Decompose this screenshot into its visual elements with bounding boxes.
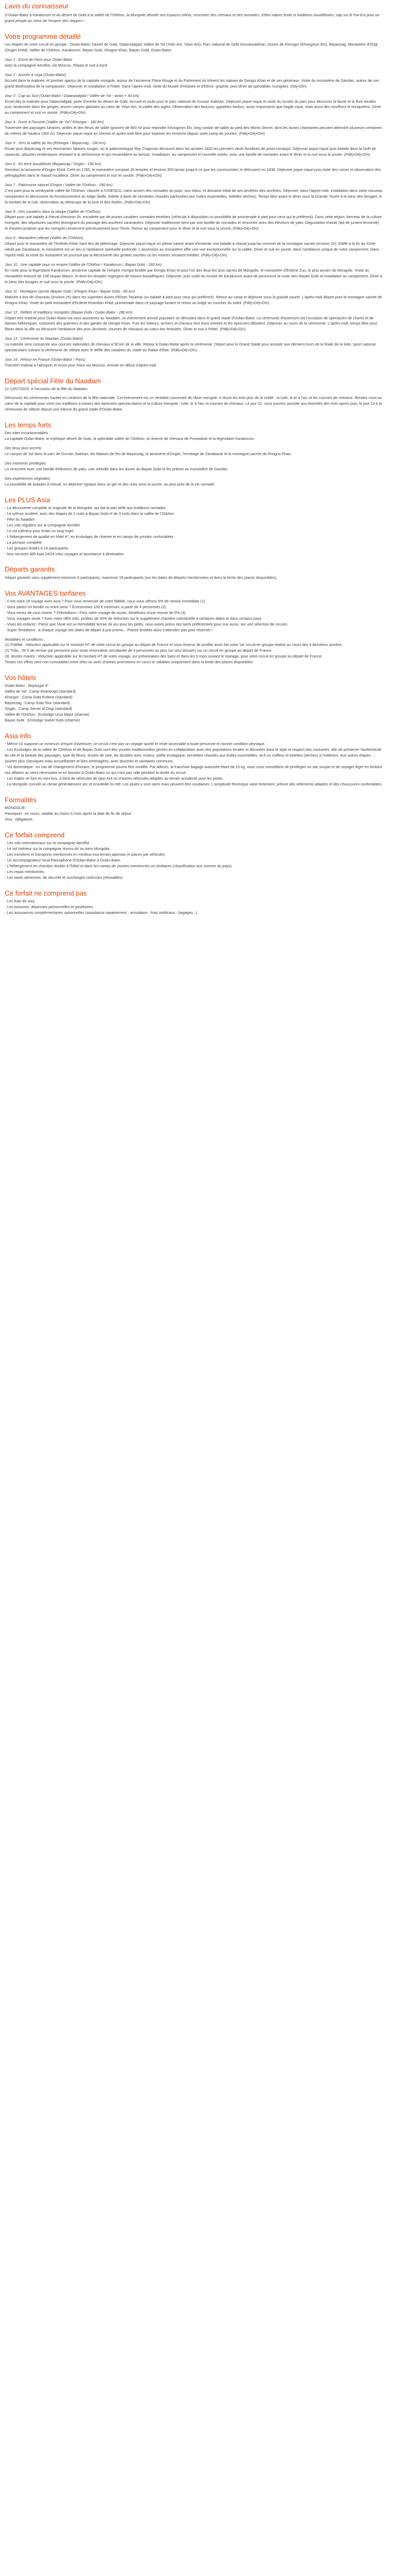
offers-title: Vos AVANTAGES tarifaires <box>5 589 86 597</box>
list-item: Bayanzag : Camp Gobi Tour (standard) <box>5 700 70 706</box>
program-day <box>5 235 383 258</box>
list-item: Visa : obligatoire. <box>5 816 34 822</box>
list-item: - Vous venez de vous marier ? Félicitations ! Pour votre voyage de noces, bénéficiez d'une remise de 5% (3). <box>5 610 186 615</box>
program-day-text: Traversée des paysages lunaires, arides et des fleurs de sable (gravier) de 800 m/ pour rejoindre Khongoryn Els, long cordon de sable au pied des Monts Sevrei, dont les dunes chantantes peuvent atteindre plusieurs centaines de mètres de hauteur (300 m). Déjeuner pique-nique en chemin et après-midi libre pour explorer les environs depuis votre camp de yourtes. (Pdéj+Déj+Dîn) <box>5 125 382 136</box>
program-lead: Les étapes de votre circuit en groupe : Oulan-Bator, Désert de Gobi, Dalanzadgad, Vallée de Yol (Yolin Am, Yolyn Am), Parc national de Gobi Gurvansaikhan, Dunes de Khongor (Khongoryn Els), Bayanzag, Monastère d'Ongi (Ongiin Khiid), Vallée de l'Orkhon, Karakorum, Bayan Gobi, Khogno Khan, Bayan Gobi, Oulan-Bator <box>5 42 378 52</box>
program-day <box>5 310 383 333</box>
program-day <box>5 182 383 206</box>
list-item: - Les boissons, dépenses personnelles et pourboires. <box>5 904 94 909</box>
included-section <box>5 831 383 881</box>
highlight-heading: Des sites incontournables <box>5 430 48 436</box>
list-item: Ongiin : Camp Secret of Ongi (standard) <box>5 706 72 712</box>
hotels-list <box>5 683 383 724</box>
list-item: - Les taxes aériennes, de sécurité et surcharges carburant (révisables). <box>5 875 124 880</box>
program-day-title: Jour 12 : Reflets et traditions mongoles (Bayan Gobi / Oulan-Bator - 280 km) <box>5 309 133 315</box>
list-item: - Les repas mentionnés. <box>5 869 46 874</box>
hotels-title: Vos hôtels <box>5 674 36 682</box>
list-item: Khongor : Camp Gobi Erdene (standard) <box>5 695 73 700</box>
program-day <box>5 357 383 369</box>
list-item: Toutes ces offres sont non-cumulables entre elles ou avec d'autres promotions en cours et valables uniquement dans la limite des places disponibles. <box>5 660 254 665</box>
list-item: - La Mongolie connaît un climat généralement sec et ensoleillé en été. Les pluies y sont rares mais peuvent être soudaines. L'amplitude thermique varie fortement, prévoir des vêtements adaptés et des chaussures confortables. <box>5 781 382 786</box>
list-item: - Les transferts et transports mentionnés en minibus tout terrain japonais (4 places par véhicule). <box>5 852 166 857</box>
plus-list <box>5 505 383 557</box>
list-item: - La découverte complète et originale de la Mongolie, qui fait la part belle aux traditions nomades <box>5 505 166 511</box>
list-item: - Super Tentations : à chaque voyage ses dates de départ à prix promo... Places limitées alors n'attendez pas pour réserver ! <box>5 627 213 632</box>
departure-lead: Le 13/07/2019, à l'occasion de la fête du Naadam <box>5 386 88 392</box>
program-day <box>5 57 383 69</box>
list-item: - La pension complète <box>5 540 42 545</box>
list-item: - Vol domestique : en cas de changement d'horaire, le programme pourra être modifié. Par ailleurs, la franchise bagage autorisée étant de 15 kg, nous vous conseillons de privilégier un sac souple et de voyager léger en limitant vos affaires au strict nécessaire et en laissant à Oulan-Bator ce qui n'est pas utile pendant la durée du circuit. <box>5 764 382 775</box>
offers-list <box>5 599 383 633</box>
program-day-title: Jour 11 : Montagne sacrée (Bayan Gobi / Khogno Khan / Bayan Gobi - 60 km) <box>5 288 135 294</box>
excluded-list <box>5 899 383 916</box>
list-item: - Les Ecolodges de la vallée de l'Orkhon et de Bayan Gobi sont des yourtes traditionnelles gérées en collaboration avec des populations locales et décorées dans le style et respect des coutumes, afin de préserver l'authenticité du site et la beauté des paysages, type de fleurs, duvets de soie, lits doubles avec moteur, poêle écologique, serviettes chaudes aux huiles essentielles, wi-fi ou coiffeur et toilettes (sèches) à l'extérieur. Aux autres étapes : yourtes plus classiques mais accueillantes et bien aménagées, avec douches et sanitaires communs. <box>5 747 382 764</box>
list-item: Oulan-Bator : Bayangol 4* <box>5 683 49 688</box>
program-day-text: Matinée à dos de chameau (environ 2h) dans les superbes dunes d'Elsen Tasarhai (ou balade à pied pour ceux qui préfèrent). Retour au camp et déjeuner sous la grande yourte. L'après-midi départ pour la montagne sacrée de Khogno Khan. Visite du petit monastère d'Erdene Khambiin Khiid, promenade dans ce paysage lunaire et retour au lodge au coucher du soleil. (Pdéj+Déj+Dîn) <box>5 294 382 305</box>
list-item: - Les frais de visa. <box>5 898 36 903</box>
list-item: - Vivez les enfants ! Parce que l'Asie est un formidable terrain de jeu pour les petits, nous avons prévu des tarifs préférentiels pour eux aussi, sur une sélection de circuits. <box>5 621 288 627</box>
list-item: - Les vols réguliers sur la compagnie Aeroflot <box>5 522 80 527</box>
program-day <box>5 161 383 179</box>
program-day-text: avec la compagnie Aeroflot, via Moscou. Repas et nuit à bord. <box>5 62 108 68</box>
guaranteed-title: Départs garantis <box>5 565 55 574</box>
program-day-text: Envol dès la matinée pour Dalanzadgad, porte d'entrée du désert de Gobi. Accueil et route pour le parc national de Gurvan Saikhan. Déjeuner pique-nique et visite du musée du parc pour découvrir la faune et la flore locales puis randonnée dans les gorges, ancien canyon glaciaire au cœur de Yolyn Am, la vallée des aigles. Observation des faucons, gypaètes barbus, aussi impossants que fragile royal, mais aussi des mouflons et bouquetins. Dîner au campement et nuit en yourte. (Pdéj+Déj+Dîn) <box>5 99 381 115</box>
intro-title: Lavis du connaisseur <box>5 2 69 10</box>
list-item: Passeport : en cours, valable au moins 6 mois après la date de fin de séjour. <box>5 811 133 816</box>
list-item: - Les vols internationaux sur la compagnie Aeroflot. <box>5 840 91 846</box>
list-item: - Les trajets se font en mini-bus, à bord de véhicules de type 4x4 ou d'autres véhicules adaptés au terrain accidenté pour les pistes. <box>5 775 224 781</box>
highlights-section <box>5 421 383 488</box>
program-day-text: Transfert matinal à l'aéroport et envol pour Paris via Moscou. Arrivée en début d'après-midi. <box>5 363 157 368</box>
departure-title: Départ spécial Fête du Naadam <box>5 377 101 385</box>
program-day-text: Direction la lamaserie d'Ongiin Khiid. Créé en 1760, le monastère comptait 25 temples et environ 300 lamas jusqu'à ce que les communistes le détruisent en 1938. Déjeuner pique-nique puis visite des ruines et observation des pétroglyphes dans le massif rocailleux. Dîner au campement et nuit en yourte. (Pdéj+Déj+Dîn) <box>5 167 381 178</box>
page <box>0 0 388 931</box>
program-day-text: Départ pour une balade à cheval d'environ 2h, encadrée par de jeunes cavaliers nomades émérites (véhicule à disposition ou possibilité de promenade à pied pour ceux qui le préfèrent). Dans cette région, berceau de la culture mongole, des sépultures sacrées témoignent du passage des ancêtres caravaniers. Déjeuner traditionnel servi par une famille de nomades et rencontre avec des éleveurs de yaks. Dégustation d'airak (lait de jument fermenté) et d'autres produits que les mongols conservent précieusement pour l'hiver. Retour au campement pour le dîner et la nuit sous la yourte. (Pdéj+Déj+Dîn) <box>5 214 382 231</box>
program-day-text: Route pour Bayanzag et ses étonnantes falaises rouges, où le paléontologue Roy Chapman découvrit dans les années 1920 les premiers œufs fossilisés de proto-ceratops. Déjeuner pique-nique puis balade dans la forêt de saxaouls, arbustes endémiques résistant à la sécheresse et qui ressemblent au bonsaï. Installation, au campement et nouvelle soirée, avec une famille de nomades avant le dîner et la nuit sous la yourte. (Pdéj+Déj+Dîn) <box>5 146 376 157</box>
asia-info-section <box>5 732 383 788</box>
highlight-text: La rencontre avec une famille d'éleveurs de yaks, une mélodie dans les dunes du Bayan Gobi et les prières au monastère de Gandan. <box>5 466 229 471</box>
program-day-text: La matinée sera consacrée aux courses nationales de chevaux à 50 km de la ville. Retour à Oulan-Bator après la cérémonie. Départ pour le Grand Stade pour assister aux derniers tours de la finale de la lutte, sport national spectaculaire suivant la cérémonie de clôture avec le défilé des cavaliers du stade au Palais d'Etat. (Pdéj+Déj+Dîn) <box>5 342 376 353</box>
program-section <box>5 33 383 369</box>
list-item: - Les assurances complémentaires optionnelles (assistance-rapatriement - annulation - frais médicaux - bagages...). <box>5 910 198 915</box>
formalities-list <box>5 805 383 823</box>
program-day-text: Départ très matinal pour Oulan-Bator via vous assisterez au Naadam, un événement annuel populaire se déroulant dans le grand stade d'Oulan-Bator. La cérémonie d'ouverture est l'occasion de spectacles de chants et de danses folkloriques, costumes des guerriers et des gardes de Gengis Khan. Puis les lutteurs, archers et chevaux font leurs entrées et les épreuves débutent. Déjeuner au cours de la cérémonie. L'après-midi, temps libre pour flâner dans la ville ou découvrir l'ambiance des jeux (archerie, courses de chevaux) au cœur des festivités. Dîner et nuit à l'hôtel. (Pdéj+Déj+Dîn) <box>5 315 378 332</box>
highlight-heading: Des expériences originales <box>5 476 50 481</box>
excluded-title: Ce forfait ne comprend pas <box>5 889 87 897</box>
program-day-title: Jour 13 : Cérémonie du Naadam (Oulan-Bator) <box>5 336 83 341</box>
included-list <box>5 840 383 881</box>
program-day-title: Jour 2 : Arrivée à Urga (Oulan-Bator) <box>5 72 67 77</box>
program-day-title: Jour 7 : Patrimoine naturel (Ongiin / Vallée de l'Orkhon - 290 km) <box>5 182 113 187</box>
list-item: - Le vol intérieur pour éviter un long trajet <box>5 528 74 533</box>
list-item: - Même s'il suppose un minimum d'esprit d'aventure, ce circuit n'est pas un voyage sportif et reste accessible à toute personne en bonne condition physique. <box>5 741 266 747</box>
list-item: (1) Fidélité : réduction applicable sur le montant HT de votre circuit en groupe au départ de France et sous réserve de justifier avoir fait votre 1er circuit en groupe réalisé au cours des 6 dernières années. <box>5 642 343 648</box>
highlights-title: Les temps forts <box>5 421 51 429</box>
formalities-section <box>5 796 383 823</box>
list-item: - Les groupes limités à 18 participants <box>5 545 69 551</box>
intro-section <box>5 2 383 24</box>
formalities-title: Formalités <box>5 795 37 804</box>
program-day-title: Jour 1 : Envol de Paris pour Oulan-Bator <box>5 57 73 62</box>
program-day <box>5 289 383 306</box>
departure-text: Découvrez les cérémonies hautes en couleurs de la fête nationale. Cet événement est un véritable concentré de l'âme mongole. Il réunit les trois jeux de la virilité : la lutte, le tir à l'arc et les courses de chevaux. Rendez-vous au cœur de la capitale pour vivre ces traditions à travers des épreuves spectaculaires et la culture mongole : lutte, tir à l'arc et courses de chevaux. Le jour 12, vous pourrez assister aux festivités des trois sports puis, le jour 13 à la cérémonie de clôture depuis une tribune du grand stade d'Oulan-Bator. <box>5 395 382 412</box>
program-day-title: Jour 4 : Dune à l'horizon (Vallée de Yol / Khongor - 180 km) <box>5 120 104 125</box>
program-day-text: Accueil dans la matinée, et premier aperçu de la capitale mongole, autour de l'ancienne Place Rouge et du Parlement où trônent les statues de Gengis Khan et de ses généraux. Visite du monastère de Gandan, autour de son grand Bodhisattva de la compassion. Déjeuner et installation à l'hôtel. Dans l'après-midi, visite du Musée d'Histoire et d'Ethno- graphie, puis dîner de spécialités mongoles. (Dej+Dîn) <box>5 78 379 89</box>
list-item: - Le rythme modéré, avec des étapes de 2 nuits à Bayan Gobi et de 3 nuits dans la vallée de l'Orkhon <box>5 511 174 516</box>
program-day <box>5 336 383 353</box>
program-day-title: Jour 6 : En terre bouddhiste (Bayanzag / Ongiin - 150 km) <box>5 161 102 166</box>
list-item: - C'est votre 2e voyage avec Asia ? Pour vous remercier de votre fidélité, nous vous offrons 5% de remise immédiate (1). <box>5 598 206 603</box>
guaranteed-section <box>5 565 383 580</box>
program-day <box>5 72 383 90</box>
list-item: - Fête du Naadam <box>5 516 35 522</box>
plus-section <box>5 496 383 557</box>
list-item: - Le vol intérieur sur la compagnie Hunnu Air ou Aero Mongolia. <box>5 846 111 852</box>
program-day <box>5 262 383 285</box>
program-title: Votre programme détaillé <box>5 32 81 40</box>
program-day-title: Jour 3 : Cap au Sud (Oulan-Bator / Dalanzadgad / Vallée de Yol - avion + 90 km) <box>5 93 139 98</box>
program-day-text: Départ pour le monastère de Tövkhön Khiid, haut lieu de pèlerinage. Déjeuner pique-nique en pleine nature avant d'entamer une balade à cheval jusqu'au sommet de la montagne sacrée (environ 1h). Edifié à la fin du XVIIe siècle par Zanabazar, le monastère est un lieu à l'ambiance spirituelle profonde. L'ascension au monastère offre une vue exceptionnelle sur la vallée. Dîner et nuit en yourte, dans l'ambiance unique de notre campement. Dans l'après-midi, la visite du monastère se poursuit par la découverte des grottes sacrées où les moines venaient méditer. (Pdéj+Déj+Dîn) <box>5 241 379 258</box>
departure-section <box>5 377 383 413</box>
intro-text: D'Oulan-Bator à Karakorum et du désert de Gobi à la vallée de l'Orkhon, la Mongolie dévoile ses espaces infinis, rencontre des chevaux et des nomades, d'être nature brute et traditions bouddhistes, cap sur le Far-Est pour un grand périple au cœur de l'empire des steppes ! <box>5 12 380 23</box>
list-item: - Vous partez en famille ou entre amis ? Économisez 100 € minimum, à partir de 4 personnes (2). <box>5 604 167 609</box>
program-day-title: Jour 5 : Vers la vallée du feu (Khongor / Bayanzag - 180 km) <box>5 141 106 146</box>
highlight-heading: Des moments privilégiés <box>5 461 46 466</box>
asia-info-list <box>5 741 383 788</box>
highlights-list <box>5 430 383 488</box>
list-item: - L'hébergement de qualité en hôtel 4*, en écolodges de charme et en camps de yourtes confortables <box>5 534 174 539</box>
highlight-text: La possibilité de balades à cheval, un déjeuner typique dans un ger et des nuits sous la yourte, au plus près de la vie nomade. <box>5 481 215 487</box>
highlight-text: Le canyon de Yol dans le parc de Gurvan Saikhan, les falaises de feu de Bayanzag, la lamaserie d'Ongiin, l'ermitage de Zanabazar et la montagne sacrée de Khogno Khan. <box>5 451 292 457</box>
hotels-section <box>5 674 383 724</box>
program-day-title: Jour 14 : Retour en France (Oulan-Bator / Paris) <box>5 357 85 362</box>
excluded-section <box>5 889 383 916</box>
plus-title: Les PLUS Asia <box>5 495 50 504</box>
program-day-text: En route pour la légendaire Karakorum, ancienne capitale de l'empire mongol fondée par Gengis Khan et pour l'un des lieux les plus sacrés de Mongolie, le monastère d'Erdene Zuu, le plus ancien de Mongolie. Visite du monastère entouré de 108 stupas blancs, et dont les temples regorgent de trésors bouddhiques. Déjeuner, puis visite du musée de Karakorum avant de poursuivre la route vers Bayan Gobi et installation au campement. Dîner à la lueur des bougies et nuit sous la yourte. (Pdéj+Déj+Dîn) <box>5 267 382 284</box>
program-day-title: Jour 10 : Une capitale pour un empire (Vallée de l'Orkhon / Karakorum / Bayan Gobi - 180 km) <box>5 262 162 267</box>
offers-notes <box>5 637 383 666</box>
program-day-text: C'est parti pour la verdoyante vallée de l'Orkhon, classée à l'UNESCO, cœur ancien des nomades du pays, aux tribus, et domaine tribal de ses ancêtres des ancêtres. Déjeuner, dans l'après-midi, installation dans votre nouveau campement et découverte du fonctionnement du lodge (belle, toilette à base de serviettes chaudes parfumées aux huiles essentielles, toilettes sèches). Temps libre avant le dîner sous la Grande Yourte à la lueur des bougies. A la tombée de la nuit, observation au télescope de la lune et des étoiles. (Pdéj+Déj+Dîn) <box>5 188 383 204</box>
program-day-title: Jour 8 : Des cavaliers dans la steppe (Vallée de l'Orkhon) <box>5 209 101 214</box>
list-item: Modalités et conditions : <box>5 637 46 642</box>
list-item: - L'hébergement en chambre double à l'hôtel et dans les camps de yourtes mentionnés ou similaires (classification aux normes du pays). <box>5 863 233 868</box>
list-item: - Nos services Allô Asia 24/24 infos voyages et assistance à destination <box>5 551 124 556</box>
list-item: (3) Jeunes mariés : réduction applicable sur le montant HT de votre voyage, sur présentation des bans et dans les 6 mois suivant le mariage, pour votre circuit en groupe au départ de France. <box>5 654 323 659</box>
asia-info-title: Asia info <box>5 732 31 740</box>
program-day <box>5 120 383 137</box>
list-item: - Un accompagnateur local francophone d'Oulan-Bator à Oulan-Bator. <box>5 857 122 863</box>
guaranteed-text: Départ garantis sans supplément minimum 6 participants, maximum 18 participants (sur les dates de départs mentionnées et dans la limite des places disponibles). <box>5 575 278 580</box>
included-title: Ce forfait comprend <box>5 831 65 839</box>
list-item: (2) Tribu : 50 € de remise par personne pour toute réservation simultanée de 4 personnes au plus (un seul dossier) sur un circuit en groupe au départ de France. <box>5 648 272 653</box>
list-item: Vallée de l'Orkhon : Ecolodge Ursa Major (charme) <box>5 712 90 717</box>
highlight-text: La capitale Oulan-Bator, le mythique désert de Gobi, la splendide vallée de l'Orkhon, la réserve de chevaux de Przewalski et la légendaire Karakorum. <box>5 436 255 441</box>
offers-section <box>5 589 383 666</box>
highlight-heading: Des lieux plus secrets <box>5 446 41 451</box>
program-day <box>5 93 383 116</box>
list-item: MONGOLIE : <box>5 805 27 811</box>
program-day <box>5 209 383 232</box>
list-item: Vallée de Yol : Camp Khanbogd (standard) <box>5 689 76 694</box>
program-days <box>5 57 383 369</box>
program-day <box>5 141 383 158</box>
list-item: Bayan Gobi : Ecolodge Sweet Gobi (charme) <box>5 718 80 723</box>
list-item: - Vous voyagez seule ? Avec notre offre solo, profitez de 50% de réduction sur le supplément chambre individuelle à certaines dates et dans certains pays. <box>5 616 262 621</box>
program-day-title: Jour 9 : Monastère céleste (Vallée de l'Orkhon) <box>5 235 83 241</box>
